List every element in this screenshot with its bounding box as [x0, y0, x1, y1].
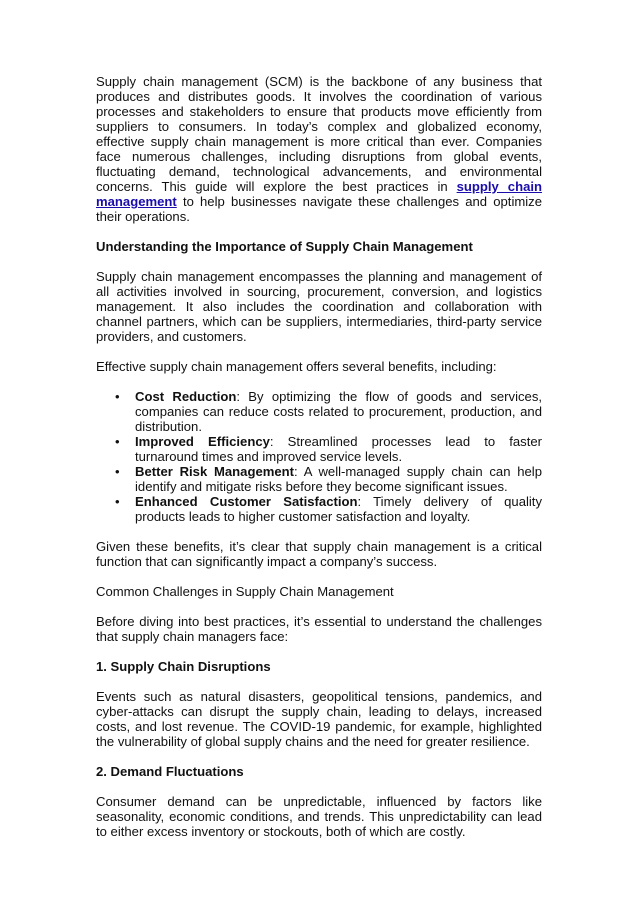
- benefits-list: [96, 389, 542, 524]
- benefits-conclusion: Given these benefits, it’s clear that supply chain management is a critical function that can significantly impact a company’s success.: [96, 539, 542, 569]
- challenge-heading-disruptions: 1. Supply Chain Disruptions: [96, 659, 271, 674]
- benefit-item-enhanced-customer-satisfaction: [96, 494, 542, 524]
- challenges-heading: Common Challenges in Supply Chain Management: [96, 584, 394, 599]
- challenges-intro: Before diving into best practices, it’s essential to understand the challenges that supply chain managers face:: [96, 614, 542, 644]
- benefit-term: Improved Efficiency: [135, 434, 270, 449]
- supply-chain-management-link[interactable]: supply chain management: [96, 179, 542, 209]
- benefit-term: Cost Reduction: [135, 389, 237, 404]
- benefit-term: Better Risk Management: [135, 464, 295, 479]
- benefit-item-better-risk-management: [96, 464, 542, 494]
- benefit-item-improved-efficiency: [96, 434, 542, 464]
- intro-text-after-link: to help businesses navigate these challenges and optimize their operations.: [96, 194, 542, 224]
- challenge-text-disruptions: Events such as natural disasters, geopolitical tensions, pandemics, and cyber-attacks can disrupt the supply chain, leading to delays, increased costs, and lost revenue. The COVID-19 pandemic, for example, highlighted the vulnerability of global supply chains and the need for greater resilience.: [96, 689, 542, 749]
- benefits-intro: Effective supply chain management offers several benefits, including:: [96, 359, 497, 374]
- importance-paragraph: Supply chain management encompasses the planning and management of all activities involved in sourcing, procurement, conversion, and logistics management. It also includes the coordination and collaboration with channel partners, which can be suppliers, intermediaries, third-party service providers, and customers.: [96, 269, 542, 344]
- intro-text-before-link: Supply chain management (SCM) is the backbone of any business that produces and distributes goods. It involves the coordination of various processes and stakeholders to ensure that products move efficiently from suppliers to consumers. In today’s complex and globalized economy, effective supply chain management is more critical than ever. Companies face numerous challenges, including disruptions from global events, fluctuating demand, technological advancements, and environmental concerns. This guide will explore the best practices in: [96, 74, 542, 194]
- bullet-icon: •: [115, 434, 120, 449]
- challenge-heading-demand: 2. Demand Fluctuations: [96, 764, 244, 779]
- benefit-term: Enhanced Customer Satisfaction: [135, 494, 358, 509]
- benefit-text: : Streamlined processes lead to faster turnaround times and improved service levels.: [135, 434, 542, 464]
- intro-paragraph: [96, 74, 542, 224]
- bullet-icon: •: [115, 464, 120, 479]
- bullet-icon: •: [115, 389, 120, 404]
- benefit-text: : By optimizing the flow of goods and services, companies can reduce costs related to procurement, production, and distribution.: [135, 389, 543, 434]
- challenge-text-demand: Consumer demand can be unpredictable, influenced by factors like seasonality, economic conditions, and trends. This unpredictability can lead to either excess inventory or stockouts, both of which are costly.: [96, 794, 542, 839]
- importance-heading: Understanding the Importance of Supply Chain Management: [96, 239, 473, 254]
- document-page: [96, 74, 542, 854]
- bullet-icon: •: [115, 494, 120, 509]
- benefit-item-cost-reduction: [96, 389, 542, 434]
- benefit-text: : Timely delivery of quality products leads to higher customer satisfaction and loyalty.: [135, 494, 542, 524]
- benefit-text: : A well-managed supply chain can help identify and mitigate risks before they become significant issues.: [135, 464, 542, 494]
